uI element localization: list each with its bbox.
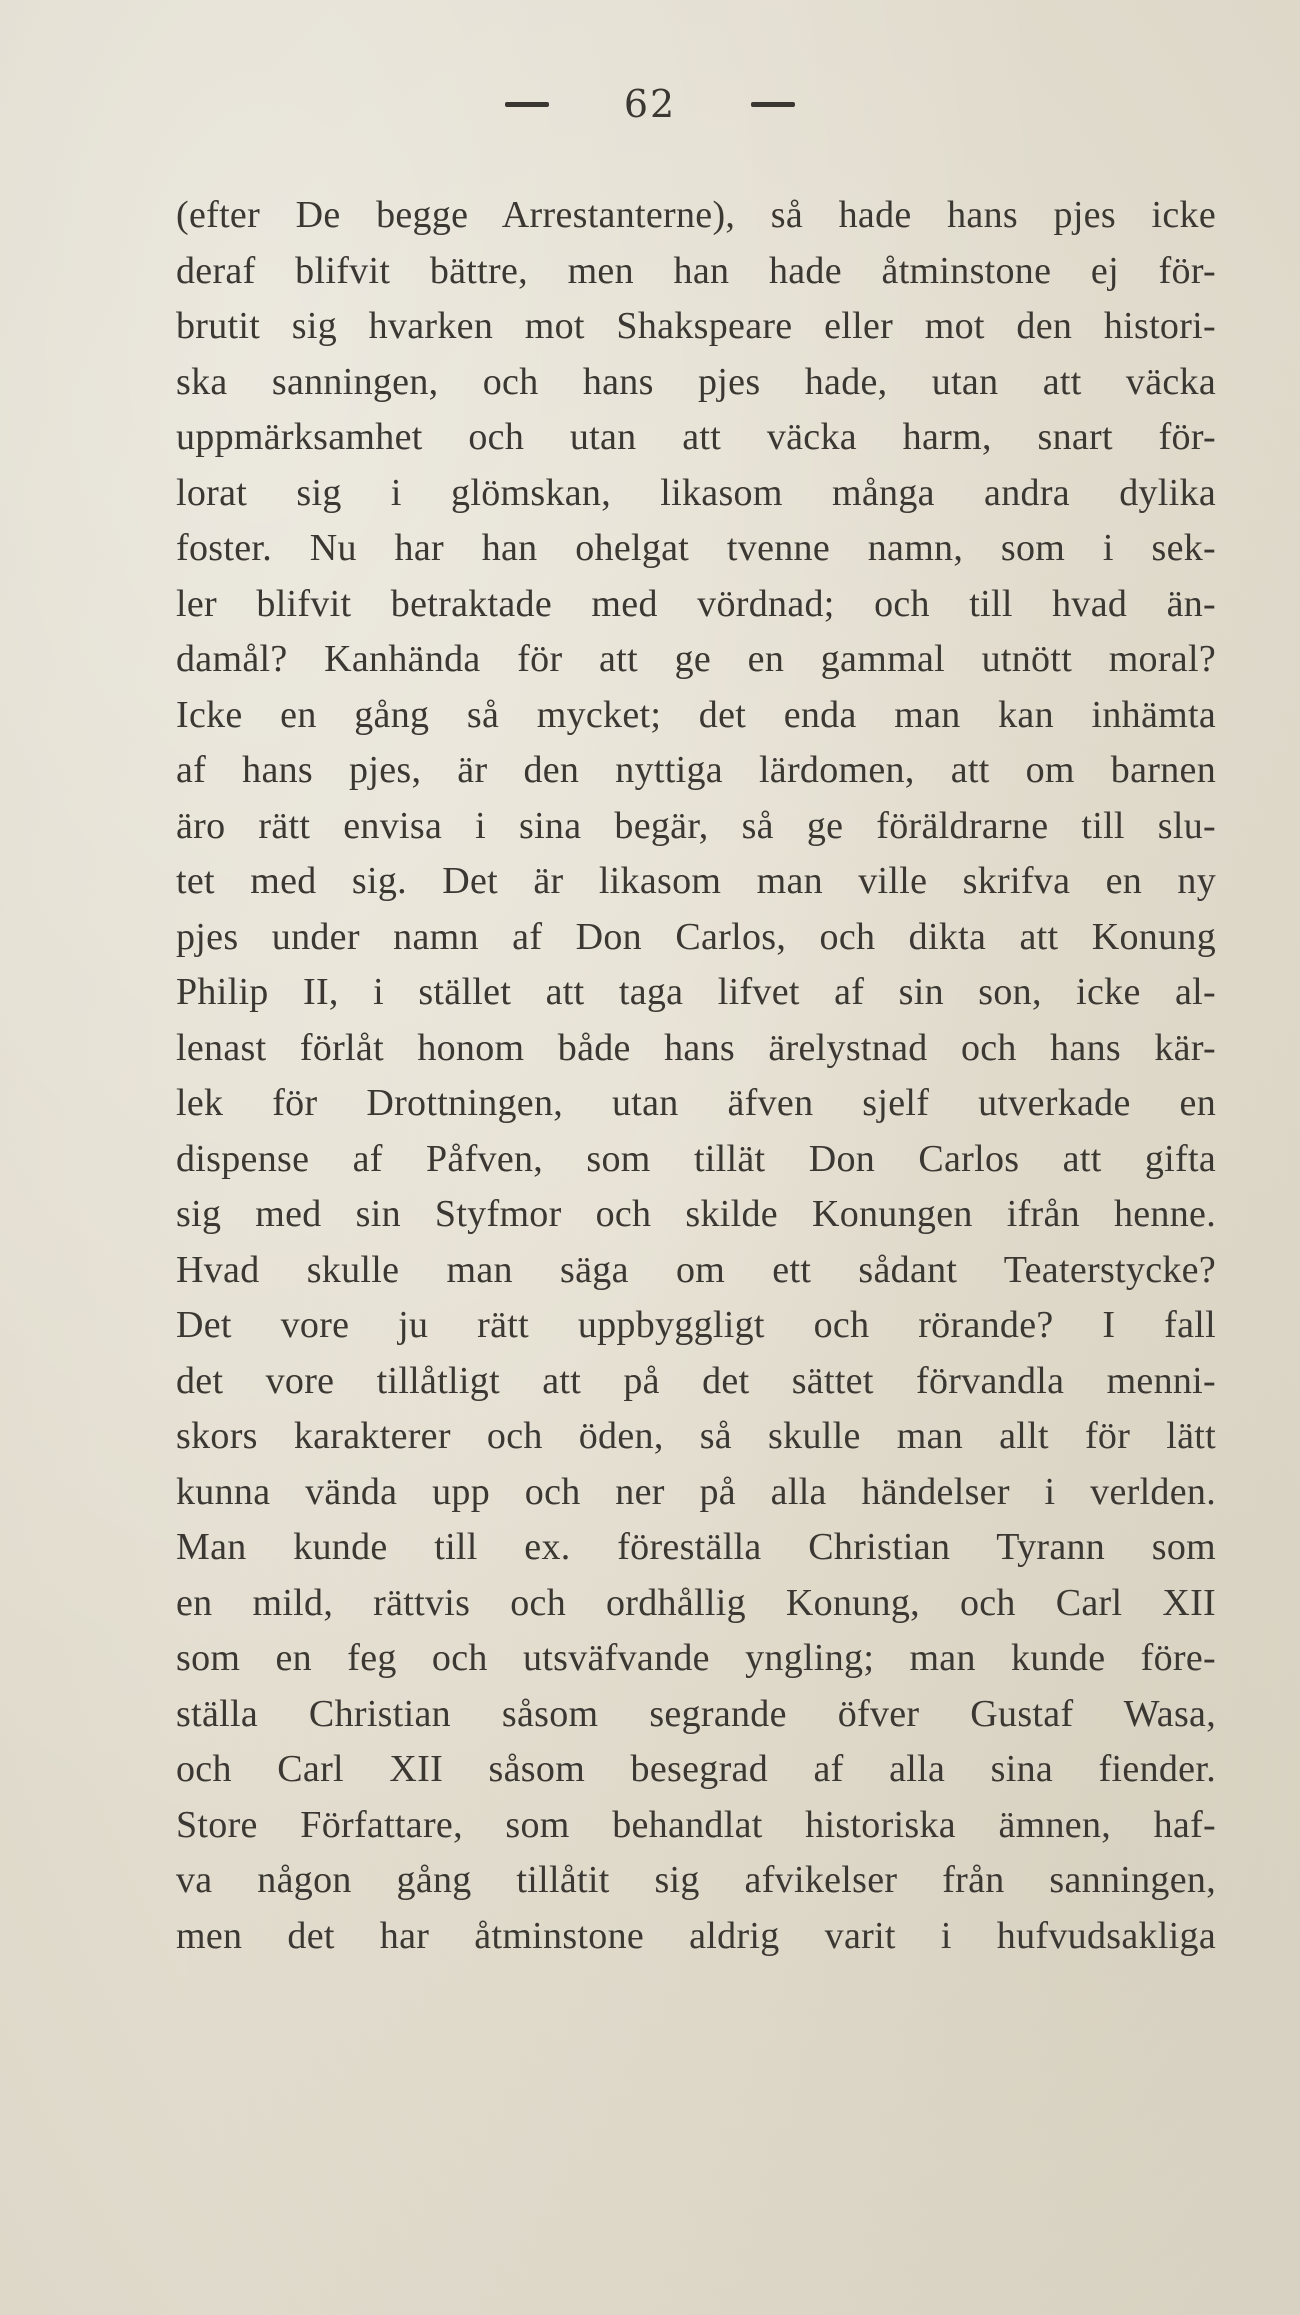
- header-dash-left: [505, 102, 549, 107]
- text-line: men det har åtminstone aldrig varit i hufvudsakliga: [176, 1914, 1216, 1957]
- text-line: brutit sig hvarken mot Shakspeare eller mot den histori-: [176, 305, 1216, 347]
- text-line: Hvad skulle man säga om ett sådant Teaterstycke?: [176, 1248, 1216, 1291]
- body-text: [176, 188, 1216, 1964]
- page-header: [0, 82, 1300, 142]
- text-line: Icke en gång så mycket; det enda man kan inhämta: [176, 693, 1216, 736]
- text-line: kunna vända upp och ner på alla händelser i verlden.: [176, 1470, 1216, 1513]
- text-line: lenast förlåt honom både hans ärelystnad och hans kär-: [176, 1026, 1216, 1069]
- text-line: deraf blifvit bättre, men han hade åtminstone ej för-: [176, 249, 1216, 292]
- header-dash-right: [751, 102, 795, 107]
- text-line: ställa Christian såsom segrande öfver Gustaf Wasa,: [176, 1692, 1216, 1735]
- text-line: Store Författare, som behandlat historiska ämnen, haf-: [176, 1803, 1216, 1846]
- page-number: 62: [623, 82, 677, 126]
- text-line: en mild, rättvis och ordhållig Konung, och Carl XII: [176, 1581, 1216, 1624]
- text-line: som en feg och utsväfvande yngling; man kunde före-: [176, 1637, 1216, 1679]
- text-line: lek för Drottningen, utan äfven sjelf utverkade en: [176, 1082, 1216, 1124]
- text-line: det vore tillåtligt att på det sättet förvandla menni-: [176, 1359, 1216, 1402]
- text-line: lorat sig i glömskan, likasom många andra dylika: [176, 471, 1216, 514]
- text-line: och Carl XII såsom besegrad af alla sina fiender.: [176, 1748, 1216, 1790]
- text-line: dispense af Påfven, som tillät Don Carlos att gifta: [176, 1137, 1216, 1180]
- text-line: va någon gång tillåtit sig afvikelser från sanningen,: [176, 1859, 1216, 1901]
- text-line: foster. Nu har han ohelgat tvenne namn, som i sek-: [176, 527, 1216, 569]
- text-line: (efter De begge Arrestanterne), så hade hans pjes icke: [176, 194, 1216, 236]
- text-line: ler blifvit betraktade med vördnad; och till hvad än-: [176, 582, 1216, 625]
- text-line: skors karakterer och öden, så skulle man allt för lätt: [176, 1415, 1216, 1457]
- text-line: Philip II, i stället att taga lifvet af sin son, icke al-: [176, 971, 1216, 1013]
- text-line: tet med sig. Det är likasom man ville skrifva en ny: [176, 860, 1216, 902]
- text-line: Det vore ju rätt uppbyggligt och rörande? I fall: [176, 1304, 1216, 1346]
- text-line: damål? Kanhända för att ge en gammal utnött moral?: [176, 638, 1216, 680]
- text-line: Man kunde till ex. föreställa Christian Tyrann som: [176, 1526, 1216, 1568]
- text-line: äro rätt envisa i sina begär, så ge föräldrarne till slu-: [176, 804, 1216, 847]
- text-line: af hans pjes, är den nyttiga lärdomen, att om barnen: [176, 749, 1216, 791]
- text-line: sig med sin Styfmor och skilde Konungen ifrån henne.: [176, 1193, 1216, 1235]
- text-line: pjes under namn af Don Carlos, och dikta att Konung: [176, 915, 1216, 958]
- text-line: uppmärksamhet och utan att väcka harm, snart för-: [176, 416, 1216, 458]
- text-line: ska sanningen, och hans pjes hade, utan att väcka: [176, 360, 1216, 403]
